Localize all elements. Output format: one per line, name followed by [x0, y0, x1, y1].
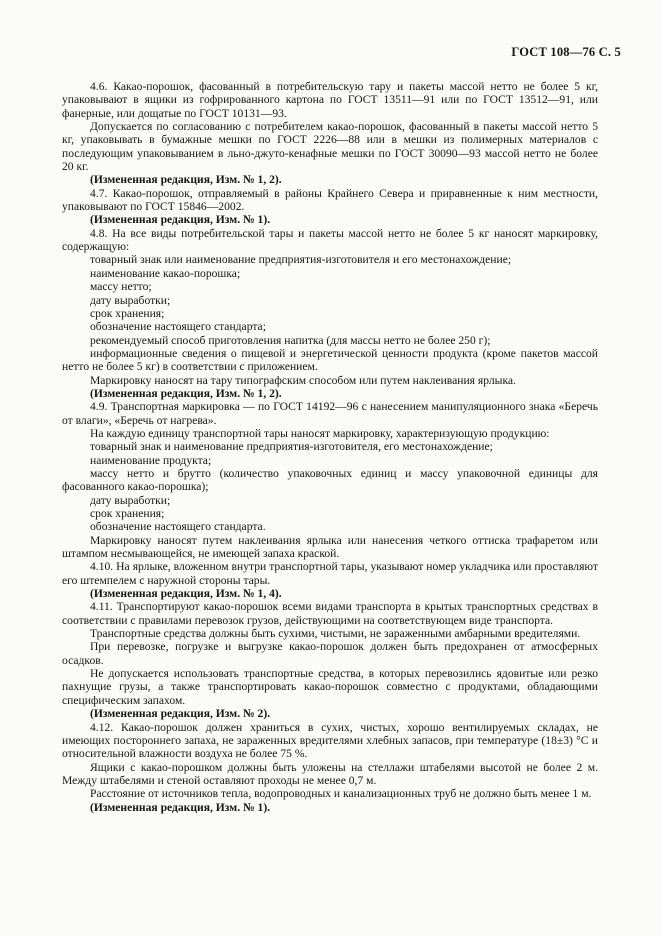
- paragraph: Расстояние от источников тепла, водопроводных и канализационных труб не должно быть менее 1 м.: [90, 787, 592, 801]
- paragraph: товарный знак и наименование предприятия-изготовителя, его местонахождение;: [90, 440, 493, 454]
- paragraph: 4.6. Какао-порошок, фасованный в потребительскую тару и пакеты массой нетто не более 5 кг, упаковывают в ящики из гофрированного картона по ГОСТ 13511—91 или по ГОСТ 13512—91, или фанерные, или дощатые по ГОСТ 10131—93.: [62, 80, 598, 120]
- paragraph: рекомендуемый способ приготовления напитка (для массы нетто не более 250 г);: [90, 333, 491, 347]
- amendment-note: (Измененная редакция, Изм. № 2).: [90, 707, 271, 721]
- paragraph: Маркировку наносят путем наклеивания ярлыка или нанесения четкого оттиска трафаретом или штампом несмывающейся, не имеющей запаха краской.: [62, 533, 598, 561]
- paragraph: На каждую единицу транспортной тары наносят маркировку, характеризующую продукцию:: [90, 426, 550, 440]
- amendment-note: (Измененная редакция, Изм. № 1, 2).: [90, 173, 282, 187]
- paragraph: массу нетто и брутто (количество упаковочных единиц и массу упаковочной единицы для фасованного какао-порошка);: [62, 466, 598, 494]
- paragraph: срок хранения;: [90, 507, 165, 520]
- paragraph: 4.7. Какао-порошок, отправляемый в районы Крайнего Севера и приравненные к ним местности, упаковывают по ГОСТ 15846—2002.: [62, 186, 598, 214]
- amendment-note: (Измененная редакция, Изм. № 1, 4).: [90, 587, 282, 601]
- paragraph: дату выработки;: [90, 493, 171, 507]
- paragraph: обозначение настоящего стандарта.: [90, 520, 266, 534]
- amendment-note: (Измененная редакция, Изм. № 1, 2).: [90, 386, 282, 400]
- paragraph: 4.10. На ярлыке, вложенном внутри транспортной тары, указывают номер укладчика или проставляют его штемпелем с наружной стороны тары.: [62, 560, 598, 587]
- paragraph: наименование продукта;: [90, 453, 212, 467]
- paragraph: Не допускается использовать транспортные средства, в которых перевозились ядовитые или резко пахнущие грузы, а также транспортировать какао-порошок совместно с продуктами, обладающими специфическим запахом.: [62, 667, 598, 707]
- paragraph: дату выработки;: [90, 293, 171, 307]
- amendment-note: (Измененная редакция, Изм. № 1).: [90, 800, 271, 814]
- page-header: ГОСТ 108—76 С. 5: [511, 45, 621, 59]
- paragraph: обозначение настоящего стандарта;: [90, 320, 266, 334]
- paragraph: товарный знак или наименование предприятия-изготовителя и его местонахождение;: [90, 253, 512, 267]
- paragraph: Допускается по согласованию с потребителем какао-порошок, фасованный в пакеты массой нетто 5 кг, упаковывать в бумажные мешки по ГОСТ 2226—88 или в мешки из полимерных материалов с последующим упаковыванием в льно-джуто-кенафные мешки по ГОСТ 30090—93 массой нетто не более 20 кг.: [62, 120, 598, 174]
- paragraph: 4.9. Транспортная маркировка — по ГОСТ 14192—96 с нанесением манипуляционного знака «Беречь от влаги», «Беречь от нагрева».: [62, 400, 598, 427]
- paragraph: наименование какао-порошка;: [90, 266, 241, 280]
- paragraph: 4.12. Какао-порошок должен храниться в сухих, чистых, хорошо вентилируемых складах, не имеющих постороннего запаха, не зараженных вредителями хлебных запасов, при температуре (18±3) °С и относительной влажности воздуха не более 75 %.: [62, 720, 598, 761]
- paragraph: 4.8. На все виды потребительской тары и пакеты массой нетто не более 5 кг наносят маркировку, содержащую:: [62, 226, 598, 254]
- paragraph: массу нетто;: [90, 280, 152, 294]
- paragraph: Транспортные средства должны быть сухими, чистыми, не зараженными амбарными вредителями.: [90, 627, 581, 641]
- paragraph: информационные сведения о пищевой и энергетической ценности продукта (кроме пакетов массой нетто не более 5 кг) в соответствии с приложением.: [62, 346, 598, 374]
- amendment-note: (Измененная редакция, Изм. № 1).: [90, 213, 271, 227]
- document-body: [62, 80, 598, 814]
- paragraph: 4.11. Транспортируют какао-порошок всеми видами транспорта в крытых транспортных средствах в соответствии с правилами перевозок грузов, действующими на соответствующем виде транспорта.: [62, 600, 598, 627]
- paragraph: срок хранения;: [90, 306, 165, 320]
- paragraph: При перевозке, погрузке и выгрузке какао-порошок должен быть предохранен от атмосферных осадков.: [62, 640, 598, 667]
- paragraph: Ящики с какао-порошком должны быть уложены на стеллажи штабелями высотой не более 2 м. Между штабелями и стеной оставляют проходы не менее 0,7 м.: [62, 760, 598, 787]
- paragraph: Маркировку наносят на тару типографским способом или путем наклеивания ярлыка.: [90, 373, 516, 387]
